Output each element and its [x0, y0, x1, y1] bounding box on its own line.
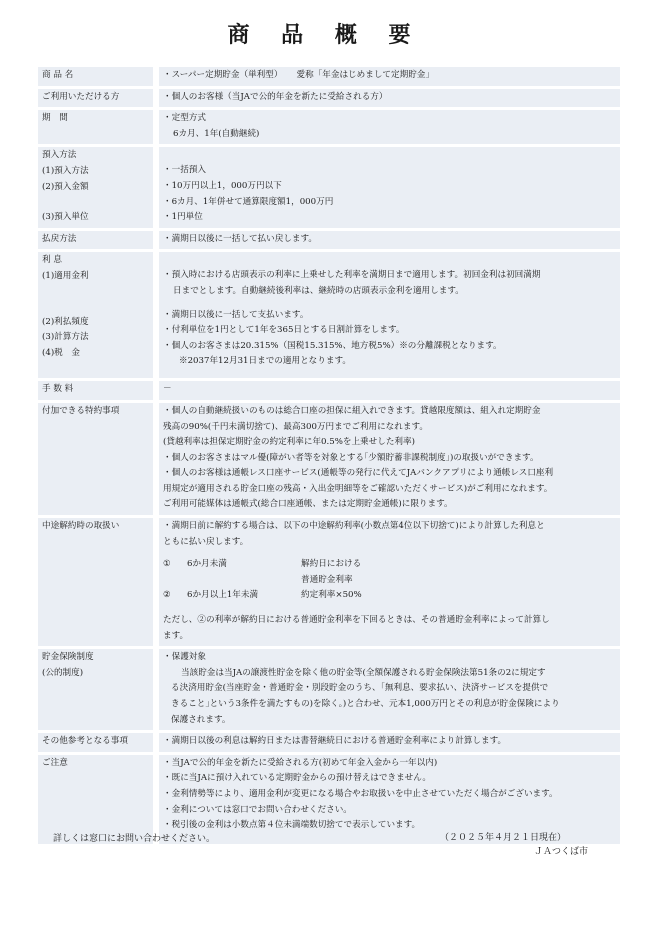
label-repay: 払戻方法 [38, 231, 153, 250]
footer-contact: 詳しくは窓口にお問い合わせください。 [53, 834, 216, 844]
label-early-termination: 中途解約時の取扱い [38, 518, 153, 646]
value-period [159, 110, 620, 144]
value-early-termination [159, 518, 620, 646]
deposit-label: (1)預入方法 [42, 165, 89, 176]
value-special [159, 403, 620, 515]
value-fee: － [159, 381, 620, 400]
row-period [38, 110, 620, 144]
label-other: その他参考となる事項 [38, 733, 153, 752]
label-interest [38, 252, 153, 378]
footer-info [440, 831, 588, 859]
interest-applied-line: ・預入時における店頭表示の利率に上乗せした利率を満期日まで適用します。初回金利は初回満期 [163, 270, 541, 281]
early-note-line: ます。 [163, 630, 189, 641]
label-eligible: ご利用いただける方 [38, 89, 153, 108]
insurance-line: 保護されます。 [171, 714, 231, 725]
row-special [38, 403, 620, 515]
case-term: 6か月未満 [187, 559, 227, 570]
label-period: 期 間 [38, 110, 153, 144]
value-eligible: ・個人のお客様（当JAで公的年金を新たに受給される方） [159, 89, 620, 108]
case-rate: 解約日における [301, 559, 362, 570]
row-deposit [38, 147, 620, 227]
special-line: (貸越利率は担保定期貯金の約定利率に年0.5%を上乗せした利率) [163, 437, 415, 448]
special-line: ・個人のお客様は通帳レス口座サービス(通帳等の発行に代えてJAバンクアプリにより通帳レス口座利 [163, 468, 554, 479]
label-notes: ご注意 [38, 755, 153, 844]
row-eligible [38, 89, 620, 108]
notes-line: ・金利については窓口でお問い合わせください。 [163, 804, 352, 815]
value-deposit [159, 147, 620, 227]
case-rate: 普通貯金利率 [301, 574, 353, 585]
label-fee: 手 数 料 [38, 381, 153, 400]
notes-line: ・金利情勢等により、適用金利が変更になる場合やお取扱いを中止させていただく場合がございます。 [163, 788, 558, 799]
row-interest [38, 252, 620, 378]
row-other [38, 733, 620, 752]
case-number: ② [163, 590, 171, 601]
deposit-label: (2)預入金額 [42, 181, 89, 192]
early-note-line: ただし、②の利率が解約日における普通貯金利率を下回るときは、その普通貯金利率によって計算し [163, 615, 550, 626]
interest-label: (4)税 金 [42, 347, 80, 358]
deposit-label: 預入方法 [42, 150, 77, 161]
case-term: 6か月以上1年未満 [187, 590, 259, 601]
product-name: ・スーパー定期貯金（単利型） [163, 70, 283, 80]
interest-label: (2)利払頻度 [42, 316, 89, 327]
period-line: ・定型方式 [163, 113, 206, 124]
period-line: 6カ月、1年(自動継続) [173, 128, 260, 139]
case-number: ① [163, 559, 171, 570]
interest-label: (3)計算方法 [42, 332, 89, 343]
label-insurance [38, 649, 153, 730]
deposit-line: ・10万円以上1，000万円以下 [163, 180, 282, 191]
insurance-label: (公的制度) [42, 667, 84, 678]
product-nickname: 愛称「年金はじめまして定期貯金」 [296, 70, 434, 80]
footer-org: ＪＡつくば市 [533, 847, 588, 857]
row-early-termination [38, 518, 620, 646]
special-line: 用規定が適用される貯金口座の残高・入出金明細等をご確認いただくサービス)がご利用になれます。 [163, 483, 553, 494]
insurance-line: きること｣という3条件を満たすもの)を除く。)と合わせ、元本1,000万円とその利息が貯金保険により [171, 699, 560, 709]
deposit-line: ・1円単位 [163, 212, 203, 223]
value-product-name [159, 67, 620, 86]
notes-line: ・当JAで公的年金を新たに受給される方(初めて年金入金から一年以内) [163, 757, 438, 768]
early-case-2 [163, 588, 617, 604]
notes-line: ・既に当JAに預け入れている定期貯金からの預け替えはできません。 [163, 773, 431, 784]
row-insurance [38, 649, 620, 730]
insurance-line: る決済用貯金(当座貯金・普通貯金・別段貯金のうち、｢無利息、要求払い、決済サービスを提供で [171, 683, 549, 694]
label-product-name: 商 品 名 [38, 67, 153, 86]
insurance-line: 当該貯金は当JAの譲渡性貯金を除く他の貯金等(全額保護される貯金保険法第51条の2に規定す [181, 667, 546, 678]
value-interest [159, 252, 620, 378]
early-line: ともに払い戻します。 [163, 536, 249, 547]
deposit-line: ・6カ月、1年併せて通算限度額1，000万円 [163, 196, 334, 207]
interest-tax-line: ・個人のお客さまは20.315%（国税15.315%、地方税5%）※の分離課税となります。 [163, 340, 502, 351]
interest-label: (1)適用金利 [42, 270, 89, 281]
special-line: ・個人の自動継続扱いのものは総合口座の担保に組入れできます。貸越限度額は、組入れ定期貯金 [163, 405, 541, 416]
special-line: 残高の90%(千円未満切捨て)、最高300万円までご利用になれます。 [163, 421, 428, 432]
special-line: ご利用可能媒体は通帳式(総合口座通帳、または定期貯金通帳)に限ります。 [163, 499, 453, 510]
row-fee [38, 381, 620, 400]
early-case-1-cont [163, 573, 617, 589]
interest-applied-line: 日までとします。自動継続後利率は、継続時の店頭表示金利を適用します。 [173, 285, 464, 296]
interest-calc: ・付利単位を1円として1年を365日とする日割計算をします。 [163, 325, 405, 336]
label-special: 付加できる特約事項 [38, 403, 153, 515]
interest-tax-line: ※2037年12月31日までの適用となります。 [179, 356, 351, 367]
page-title: 商 品 概 要 [227, 23, 423, 48]
early-case-1 [163, 557, 617, 573]
insurance-line: ・保護対象 [163, 652, 206, 663]
early-line: ・満期日前に解約する場合は、以下の中途解約利率(小数点第4位以下切捨て)により計算した利息と [163, 521, 545, 532]
deposit-label: (3)預入単位 [42, 212, 89, 223]
interest-label: 利 息 [42, 255, 62, 266]
value-insurance [159, 649, 620, 730]
insurance-label: 貯金保険制度 [42, 652, 94, 663]
row-repay [38, 231, 620, 250]
case-rate: 約定利率×50% [301, 590, 362, 601]
row-product-name [38, 67, 620, 86]
value-other: ・満期日以後の利息は解約日または書替継続日における普通貯金利率により計算します。 [159, 733, 620, 752]
interest-frequency: ・満期日以後に一括して支払います。 [163, 309, 309, 320]
footer-date: （２０２５年４月２１日現在） [440, 833, 567, 843]
product-summary-table [38, 64, 620, 847]
notes-line: ・税引後の金利は小数点第４位未満端数切捨てで表示しています。 [163, 820, 421, 831]
label-deposit [38, 147, 153, 227]
value-repay: ・満期日以後に一括して払い戻します。 [159, 231, 620, 250]
deposit-line: ・一括預入 [163, 165, 206, 176]
special-line: ・個人のお客さまはマル優(障がい者等を対象とする｢少額貯蓄非課税制度｣)の取扱いができます。 [163, 452, 539, 463]
